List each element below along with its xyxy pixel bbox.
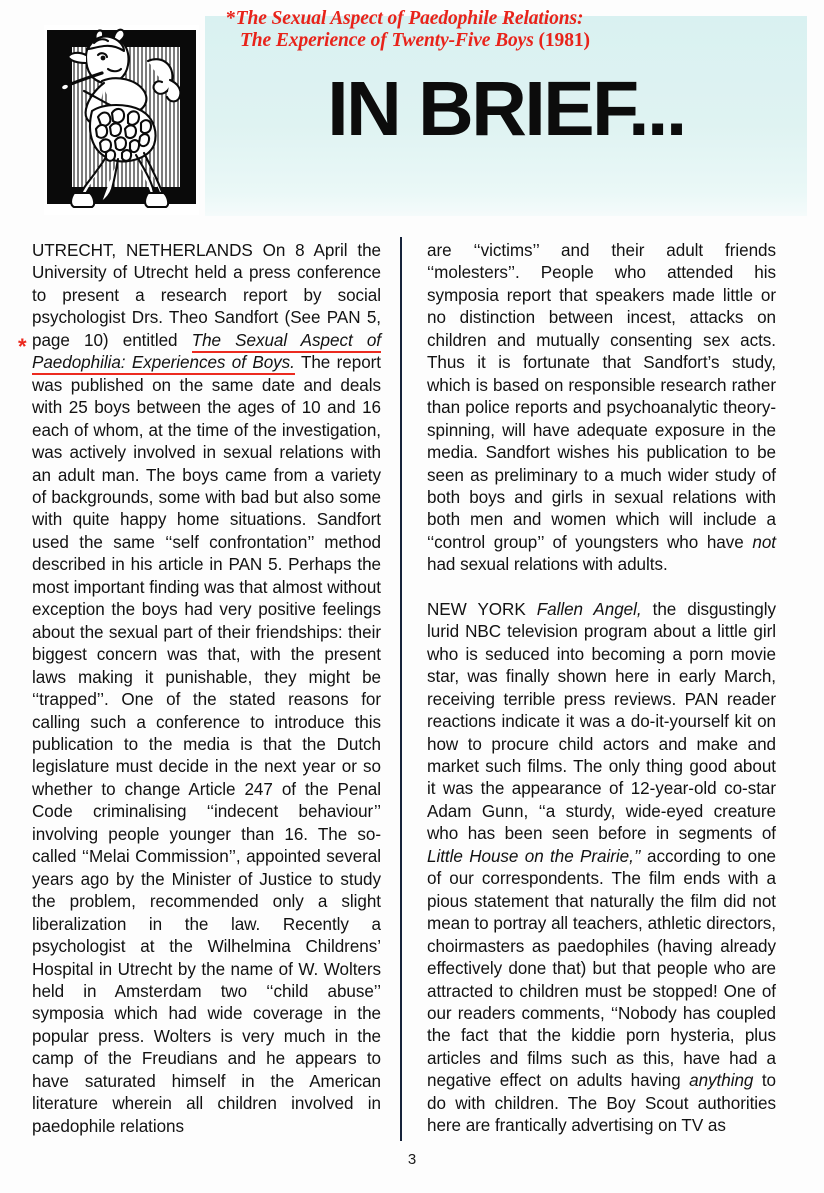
annotation-year: (1981) (538, 30, 590, 51)
annotation-line-2-wrap (226, 30, 786, 52)
text-run: had sexual relations with adults. (427, 555, 668, 575)
text-run: NEW YORK (427, 599, 537, 619)
article-column-right (427, 240, 776, 1138)
red-underlined-title-annotation: The Sexual Aspect of Paedophilia: Experiences of Boys. (32, 331, 381, 375)
text-run: the disgustingly lurid NBC television program about a little girl who is seduced into becoming a porn movie star, was finally shown here in early March, receiving terrible press reviews. PAN reader reactions indicate it was a do-it-yourself kit on how to procure child actors and make and market such films. The only thing good about it was the appearance of 12-year-old co-star Adam Gunn, ‘‘a sturdy, wide-eyed creature who has been seen before in segments of (427, 599, 776, 844)
article-paragraph (32, 240, 381, 1138)
italic-run: anything (689, 1071, 754, 1091)
column-divider-rule (400, 237, 402, 1141)
text-run: are ‘‘victims’’ and their adult friends ‘‘molesters’’. People who attended his symposia report that speakers made little or no distinction between incest, attacks on children and mutually consenting sex acts. Thus it is fortunate that Sandfort’s study, which is based on responsible research rather than police reports and psychoanalytic theory-spinning, will have adequate exposure in the media. Sandfort wishes his publication to be seen as preliminary to a much wider study of both boys and girls in sexual relations with both men and women which will include a ‘‘control group’’ of youngsters who have (427, 241, 776, 552)
text-run: according to one of our correspondents. The film ends with a pious statement that naturally the film did not mean to portray all teachers, athletic directors, choirmasters as paedophiles (having already effectively done that) but that people who are attracted to children must be stopped! One of our readers comments, ‘‘Nobody has coupled the fact that the kiddie porn hysteria, plus articles and films such as this, have had a negative effect on adults having (427, 846, 776, 1091)
italic-run: Little House on the Prairie,’’ (427, 846, 641, 866)
text-run: The report was published on the same date and deals with 25 boys between the ages of 10 and 16 each of whom, at the time of the investigation, was actively involved in sexual relations with an adult man. The boys came from a variety of backgrounds, some with bad but also some with quite happy home situations. Sandfort used the same ‘‘self confrontation’’ method described in his article in PAN 5. Perhaps the most important finding was that almost without exception the boys had very positive feelings about the sexual part of their friendships: their biggest concern was that, with the present laws making it punishable, they might be ‘‘trapped’’. One of the stated reasons for calling such a conference to introduce this publication to the media is that the Dutch legislature must decide in the next year or so whether to change Article 247 of the Penal Code criminalising ‘‘indecent behaviour’’ involving people younger than 16. The so-called ‘‘Melai Commission’’, appointed several years ago by the Minister of Justice to study the problem, recommended only a slight liberalization in the law. Recently a psychologist at the Wilhelmina Childrens’ Hospital in Utrecht by the name of W. Wolters held in Amsterdam two ‘‘child abuse’’ symposia which had wide coverage in the popular press. Wolters is very much in the camp of the Freudians and he appears to have saturated himself in the American literature wherein all children involved in paedophile relations (32, 353, 382, 1136)
margin-asterisk-annotation: * (18, 334, 27, 359)
text-run: UTRECHT, NETHERLANDS On 8 April the University of Utrecht held a press conference to present a research report by social psychologist Drs. Theo Sandfort (See PAN 5, page 10) entitled (32, 241, 381, 350)
page-number: 3 (407, 1151, 417, 1168)
article-column-left (32, 240, 381, 1138)
text-run: to do with children. The Boy Scout authorities here are frantically advertising on TV as (427, 1071, 776, 1136)
annotation-asterisk: * (226, 8, 236, 29)
article-paragraph (427, 599, 776, 1138)
page-title: IN BRIEF... (327, 66, 685, 152)
annotation-line-2: The Experience of Twenty-Five Boys (240, 30, 534, 51)
satyr-flute-woodcut-illustration (44, 25, 199, 215)
italic-run: Fallen Angel, (536, 599, 642, 619)
masthead (0, 0, 824, 232)
article-body (0, 240, 824, 1145)
article-paragraph (427, 240, 776, 577)
handwritten-red-annotation (226, 8, 786, 52)
italic-run: not (752, 532, 776, 552)
annotation-line-1: The Sexual Aspect of Paedophile Relations: (235, 8, 584, 29)
